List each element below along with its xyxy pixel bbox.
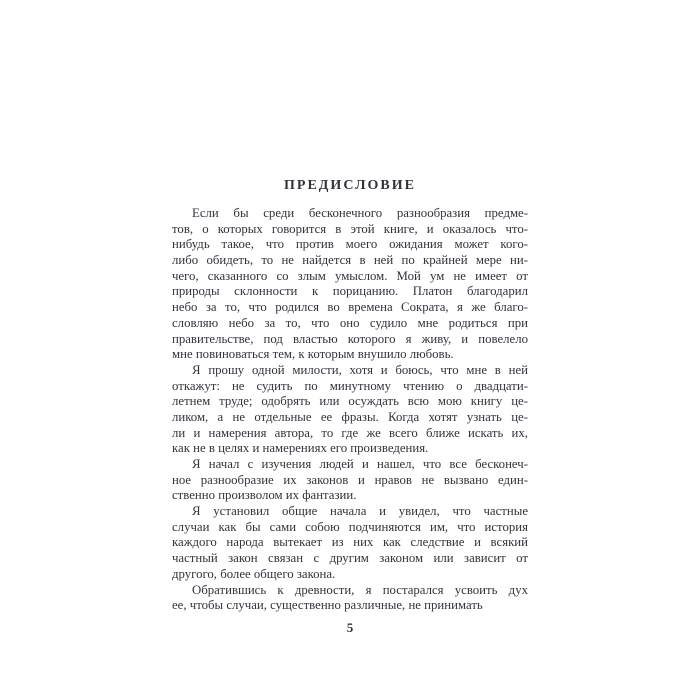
paragraph bbox=[172, 457, 528, 504]
text-line: чего, сказанного со злым умыслом. Мой ум не имеет от bbox=[172, 268, 528, 283]
text-line: Я прошу одной милости, хотя и боюсь, что мне в ней bbox=[192, 362, 528, 377]
text-line: нибудь такое, что против моего ожидания может кого- bbox=[172, 237, 528, 252]
text-line: каждого народа вытекает из них как следствие и всякий bbox=[172, 535, 528, 550]
text-line: ли и намерения автора, то где же всего ближе искать их, bbox=[172, 425, 528, 440]
text-line: либо обидеть, то не найдется в ней по крайней мере ни- bbox=[172, 253, 528, 268]
text-line: ликом, а не отдельные ее фразы. Когда хотят узнать це- bbox=[172, 409, 528, 424]
text-line: летнем труде; одобрять или осуждать всю мою книгу це- bbox=[172, 394, 528, 409]
text-line: правительстве, под властью которого я живу, и повелело bbox=[172, 331, 528, 346]
paragraph bbox=[172, 206, 528, 363]
text-line: ее, чтобы случаи, существенно различные, не принимать bbox=[172, 598, 483, 613]
text-line: как не в целях и намерениях его произведения. bbox=[172, 441, 429, 456]
text-line: Я установил общие начала и увидел, что частные bbox=[192, 504, 528, 519]
text-line: тов, о которых говорится в этой книге, и оказалось что- bbox=[172, 221, 528, 236]
paragraph bbox=[172, 504, 528, 582]
page-number: 5 bbox=[346, 620, 354, 635]
text-line: небо за то, что родился во времена Сократа, я же благо- bbox=[172, 300, 528, 315]
preface-text bbox=[172, 206, 528, 614]
text-line: Обратившись к древности, я постарался усвоить дух bbox=[192, 582, 528, 597]
text-line: случаи как бы сами собою подчиняются им, что история bbox=[172, 519, 528, 534]
text-line: Если бы среди бесконечного разнообразия предме- bbox=[192, 206, 528, 220]
paragraph bbox=[172, 583, 528, 614]
text-line: словляю небо за то, что оно судило мне родиться при bbox=[172, 315, 528, 330]
text-line: мне повиноваться тем, к которым внушило любовь. bbox=[172, 347, 454, 362]
text-line: ное разнообразие их законов и нравов не вызвано един- bbox=[172, 472, 528, 487]
text-line: природы склонности к порицанию. Платон благодарил bbox=[172, 284, 528, 299]
text-line: частный закон связан с другим законом или зависит от bbox=[172, 551, 528, 566]
page-title: ПРЕДИСЛОВИЕ bbox=[284, 178, 416, 193]
text-line: откажут: не судить по минутному чтению о двадцати- bbox=[172, 378, 528, 393]
text-line: ственно произволом их фантазии. bbox=[172, 488, 357, 503]
paragraph bbox=[172, 363, 528, 457]
text-line: другого, более общего закона. bbox=[172, 566, 336, 581]
text-line: Я начал с изучения людей и нашел, что все бесконеч- bbox=[192, 457, 528, 471]
